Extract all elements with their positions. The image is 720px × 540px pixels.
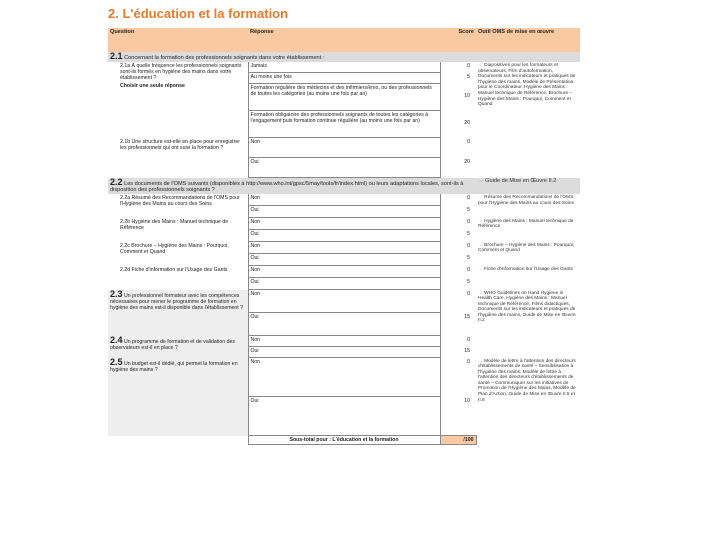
section-number: 2.4 [110, 335, 123, 345]
answer-option[interactable]: Non [248, 242, 440, 254]
score-value: 15 [464, 313, 470, 320]
answer-option[interactable]: Oui [248, 254, 440, 266]
section-number: 2.3 [110, 289, 123, 299]
score-value: 0 [467, 266, 470, 273]
score-value: 15 [464, 347, 470, 354]
question-2-1b: 2.1b Une structure est-elle en place pour enregistrer les professionnels qui ont suivi la formation ? [120, 138, 240, 151]
question-2-2b: 2.2b Hygiène des Mains : Manuel technique de Référence [120, 218, 229, 231]
score-value: 0 [467, 195, 470, 201]
score-value: 5 [467, 278, 470, 285]
question-2-5: Un budget est-il dédié, qui permet la formation en hygiène des mains ? [110, 360, 238, 373]
choose-one-note: Choisir une seule réponse [120, 83, 185, 89]
table-row [108, 266, 580, 278]
col-header-score: Score [440, 28, 476, 52]
section-text: Concernant la formation des professionnels soignants dans votre établissement : [124, 55, 325, 61]
score-value: 0 [467, 218, 470, 225]
answer-option[interactable]: Formation obligatoire des professionnels soignants de toutes les catégories à l'engagement puis formation continue régulière (au moins une fois par an) [248, 111, 440, 138]
answer-option[interactable]: Oui [248, 278, 440, 290]
arrow-right-icon: → [478, 358, 483, 364]
score-value: 0 [467, 138, 470, 145]
table-row [108, 290, 580, 313]
answer-option[interactable]: Formation régulière des médecins et des infirmiers/ères, ou des professionnels de toutes les catégories (au moins une fois par an) [248, 84, 440, 111]
score-value: 0 [467, 63, 470, 69]
section-number: 2.1 [110, 52, 123, 61]
answer-option[interactable]: Non [248, 266, 440, 278]
score-value: 10 [464, 397, 470, 404]
tool-cell: → Brochure – Hygiène des Mains : Pourquoi, Comment et Quand [478, 242, 575, 254]
col-header-outil: Outil OMS de mise en œuvre [476, 28, 580, 52]
question-2-2a: 2.2a Résumé des Recommandations de l'OMS pour l'Hygiène des Mains au cours des Soins [120, 195, 240, 207]
score-value: 10 [464, 92, 470, 99]
answer-option[interactable]: Oui [248, 230, 440, 242]
subtotal-label: Sous-total pour : L'éducation et la formation [248, 436, 440, 445]
arrow-right-icon: → [478, 177, 484, 184]
col-header-question: Question [108, 28, 248, 52]
table-row [108, 62, 580, 73]
arrow-right-icon: → [478, 266, 483, 272]
answer-option[interactable]: Oui [248, 397, 440, 436]
table-row [108, 194, 580, 206]
answer-option[interactable]: Non [248, 138, 440, 158]
question-2-3: Un professionnel formateur avec les compétences nécessaires pour mener le programme de formation en hygiène des mains est-il disponible dans l'établissement ? [110, 292, 244, 311]
section-number: 2.5 [110, 357, 123, 367]
tool-cell: → Fiche d'information sur l'Usage des Gants [478, 266, 573, 272]
score-value: 5 [467, 254, 470, 261]
section-2-2-header [108, 178, 580, 195]
score-value: 0 [467, 290, 470, 297]
section-2-1-header [108, 52, 580, 62]
section-text: Les documents de l'OMS suivants (disponibles à http://www.who.int/gpsc/5may/tools/fr/index.html) ou leurs adaptations locales, sont-ils à disposition des professionnels soignants ? [110, 181, 464, 193]
table-header [108, 28, 580, 52]
arrow-right-icon: → [478, 195, 483, 200]
document-page [108, 0, 580, 540]
score-value: 20 [464, 119, 470, 126]
tool-cell: → Diapositives pour les formateurs et observateurs, Film d'autoformation, Documents sur les indicateurs et pratiques de l'hygiène des mains, Modèle de Présentation pour le Coordinateur, Hygiène des Mains : Manuel technique de Référence, Brochure – Hygiène des Mains : Pourquoi, Comment et Quand [478, 63, 576, 108]
question-2-4: Un programme de formation et de validation des observateurs est-il en place ? [110, 338, 235, 351]
question-2-2c: 2.2c Brochure – Hygiène des Mains : Pourquoi, Comment et Quand [120, 242, 229, 255]
answer-option[interactable]: Non [248, 290, 440, 313]
arrow-right-icon: → [478, 242, 483, 248]
table-row [108, 358, 580, 397]
score-value: 0 [467, 242, 470, 249]
arrow-right-icon: → [478, 63, 483, 68]
question-2-2d: 2.2d Fiche d'information sur l'Usage des Gants [120, 266, 228, 273]
tool-cell: → Résumé des Recommandations de l'OMS pour l'Hygiène des Mains au cours des Soins [478, 195, 574, 206]
score-value: 0 [467, 358, 470, 365]
answer-option[interactable]: Oui [248, 347, 440, 358]
answer-option[interactable]: Non [248, 218, 440, 230]
answer-option[interactable]: Non [248, 358, 440, 397]
section-number: 2.2 [110, 177, 123, 187]
arrow-right-icon: → [478, 218, 483, 224]
answer-option[interactable]: Non [248, 336, 440, 347]
table-row [108, 242, 580, 254]
subtotal-value: /100 [440, 436, 476, 445]
tool-cell: → WHO Guidelines on Hand Hygiene in Health Care, Hygiène des Mains : Manuel technique de Référence, Films didactiques, Documents sur les indicateurs et pratiques de l'hygiène des mains, Guide de Mise en Œuvre II.2 [478, 290, 576, 324]
answer-option[interactable]: Jamais [248, 62, 440, 73]
answer-option[interactable]: Oui [248, 313, 440, 336]
tool-cell: → Modèle de lettre à l'attention des directeurs d'établissements de santé – Sensibilisation à l'hygiène des mains, Modèle de lettre à l'attention des directeurs d'établissements de santé – Communiquer sur les initiatives de Promotion de l'Hygiène des Mains, Modèle de Plan d'Action, Guide de Mise en Œuvre II.5 et II.6 [478, 358, 576, 403]
score-value: 5 [467, 73, 470, 80]
answer-option[interactable]: Non [248, 194, 440, 206]
col-header-reponse: Réponse [248, 28, 440, 52]
tool-cell: → Hygiène des Mains : Manuel technique de Référence [478, 218, 574, 230]
answer-option[interactable]: Oui [248, 206, 440, 218]
table-row [108, 218, 580, 230]
question-2-1a: 2.1a À quelle fréquence les professionnels soignants sont-ils formés en hygiène des mains dans votre établissement ? [120, 63, 242, 81]
subtotal-row [108, 436, 580, 445]
answer-option[interactable]: Au moins une fois [248, 73, 440, 84]
tool-cell: → Guide de Mise en Œuvre II.2 [476, 178, 580, 195]
score-value: 5 [467, 230, 470, 237]
score-value: 0 [467, 336, 470, 343]
framework-table [108, 28, 580, 445]
arrow-right-icon: → [478, 290, 483, 296]
page-title: 2. L'éducation et la formation [108, 6, 289, 21]
score-value: 20 [464, 158, 470, 165]
score-value: 5 [467, 206, 470, 213]
answer-option[interactable]: Oui [248, 158, 440, 178]
